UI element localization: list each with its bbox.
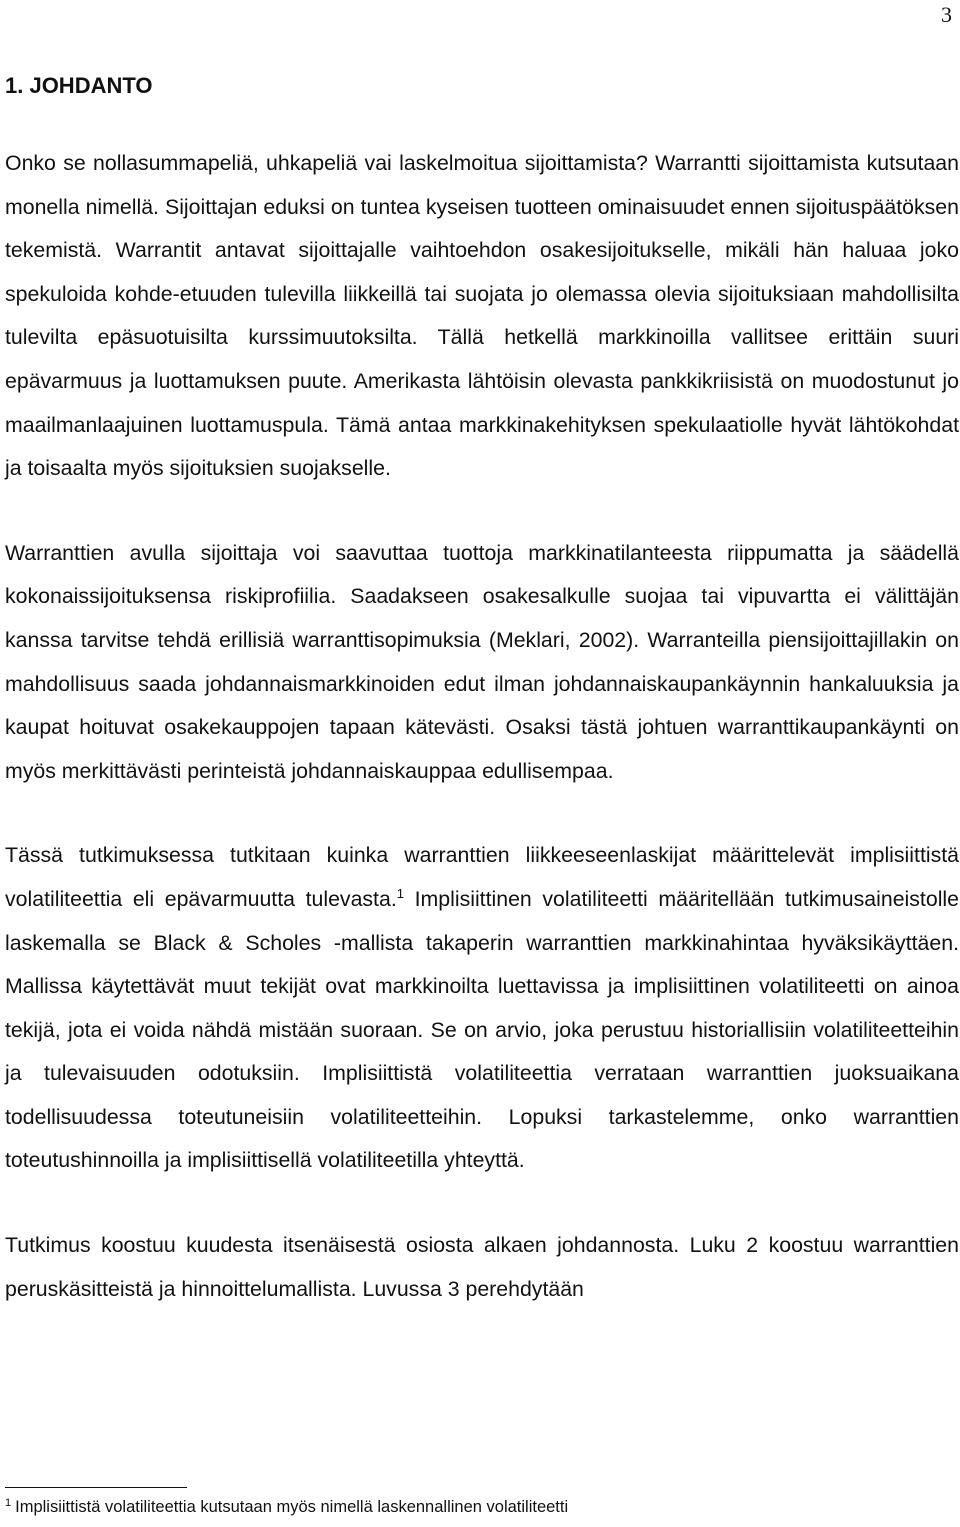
paragraph-3-text-b: Implisiittinen volatiliteetti määritellään tutkimusaineistolle laskemalla se Black & Scholes -mallista takaperin warranttien markkinahintaa hyväksikäyttäen. Mallissa käytettävät muut tekijät ovat markkinoilta luettavissa ja implisiittinen volatiliteetti on ainoa tekijä, jota ei voida nähdä mistään suoraan. Se on arvio, joka perustuu historiallisiin volatiliteetteihin ja tulevaisuuden odotuksiin. Implisiittistä volatiliteettia verrataan warranttien juoksuaikana todellisuudessa toteutuneisiin volatiliteetteihin. Lopuksi tarkastelemme, onko warranttien toteutushinnoilla ja implisiittisellä volatiliteetilla yhteyttä.	[5, 886, 959, 1173]
paragraph-3-text-a: Tässä tutkimuksessa tutkitaan kuinka warranttien liikkeeseenlaskijat määrittelevät implisiittistä volatiliteettia eli epävarmuutta tulevasta.	[5, 843, 959, 911]
paragraph-2: Warranttien avulla sijoittaja voi saavuttaa tuottoja markkinatilanteesta riippumatta ja säädellä kokonaissijoituksensa riskiprofiilia. Saadakseen osakesalkulle suojaa tai vipuvartta ei välittäjän kanssa tarvitse tehdä erillisiä warranttisopimuksia (Meklari, 2002). Warranteilla piensijoittajillakin on mahdollisuus saada johdannaismarkkinoiden edut ilman johdannaiskaupankäynnin hankaluuksia ja kaupat hoituvat osakekauppojen tapaan kätevästi. Osaksi tästä johtuen warranttikaupankäynti on myös merkittävästi perinteistä johdannaiskauppaa edullisempaa.	[5, 540, 959, 783]
paragraph-4: Tutkimus koostuu kuudesta itsenäisestä osiosta alkaen johdannosta. Luku 2 koostuu warranttien peruskäsitteistä ja hinnoittelumallista. Luvussa 3 perehdytään	[5, 1233, 959, 1301]
page-number: 3	[941, 2, 952, 27]
paragraph-1: Onko se nollasummapeliä, uhkapeliä vai laskelmoitua sijoittamista? Warrantti sijoittamista kutsutaan monella nimellä. Sijoittajan eduksi on tuntea kyseisen tuotteen ominaisuudet ennen sijoituspäätöksen tekemistä. Warrantit antavat sijoittajalle vaihtoehdon osakesijoitukselle, mikäli hän haluaa joko spekuloida kohde-etuuden tulevilla liikkeillä tai suojata jo olemassa olevia sijoituksiaan mahdollisilta tulevilta epäsuotuisilta kurssimuutoksilta. Tällä hetkellä markkinoilla vallitsee erittäin suuri epävarmuus ja luottamuksen puute. Amerikasta lähtöisin olevasta pankkikriisistä on muodostunut jo maailmanlaajuinen luottamuspula. Tämä antaa markkinakehityksen spekulaatiolle hyvät lähtökohdat ja toisaalta myös sijoituksien suojakselle.	[5, 151, 959, 481]
section-heading: 1. JOHDANTO	[5, 73, 153, 98]
footnote-reference: 1	[396, 885, 404, 901]
footnote-text: Implisiittistä volatiliteettia kutsutaan myös nimellä laskennallinen volatiliteetti	[15, 1498, 569, 1516]
paragraph-3	[5, 834, 959, 1183]
footnote-divider	[5, 1487, 187, 1488]
document-body	[5, 68, 959, 1352]
footnote-number: 1	[5, 1496, 12, 1509]
footnote	[5, 1496, 945, 1518]
